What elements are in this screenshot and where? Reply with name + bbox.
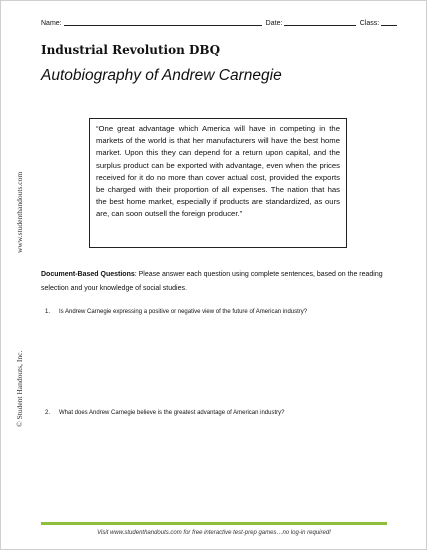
question-text: What does Andrew Carnegie believe is the greatest advantage of American industry? — [59, 410, 285, 416]
question-2 — [45, 410, 284, 416]
instructions — [41, 268, 393, 296]
footer-text: Visit www.studenthandouts.com for free interactive test-prep games…no log-in required! — [97, 530, 331, 536]
quote-box — [89, 118, 347, 248]
name-blank — [64, 17, 262, 26]
question-number: 1. — [45, 309, 51, 315]
quote-text: “One great advantage which America will have in competing in the markets of the world is that her manufacturers will have the best home market. Upon this they can depend for a return upon capital, and the surplus product can be exported with advantage, even when the prices received for it do no more than cover actual cost, provided the exports be charged with their proportion of all expenses. The nation that has the best home market, especially if products are standardized, as ours are, can soon outsell the foreign producer.” — [96, 124, 340, 219]
question-1 — [45, 309, 307, 315]
footer-rule — [41, 522, 387, 525]
instructions-label: Document-Based Questions — [41, 271, 135, 278]
side-copyright-text: © Student Handouts, Inc. — [15, 350, 24, 427]
header-fields — [41, 15, 401, 27]
class-label: Class: — [359, 20, 380, 27]
page-title: Industrial Revolution DBQ — [41, 43, 221, 57]
side-website-text: www.studenthandouts.com — [15, 171, 24, 253]
page-subtitle: Autobiography of Andrew Carnegie — [41, 67, 282, 84]
date-label: Date: — [265, 20, 283, 27]
question-text: Is Andrew Carnegie expressing a positive or negative view of the future of American industry? — [59, 309, 308, 315]
instructions-text: : Please answer each question using complete sentences, based on the reading selection and your knowledge of social studies. — [41, 271, 383, 292]
question-number: 2. — [45, 410, 51, 416]
class-blank — [381, 17, 397, 26]
name-label: Name: — [41, 20, 62, 27]
date-blank — [284, 17, 355, 26]
